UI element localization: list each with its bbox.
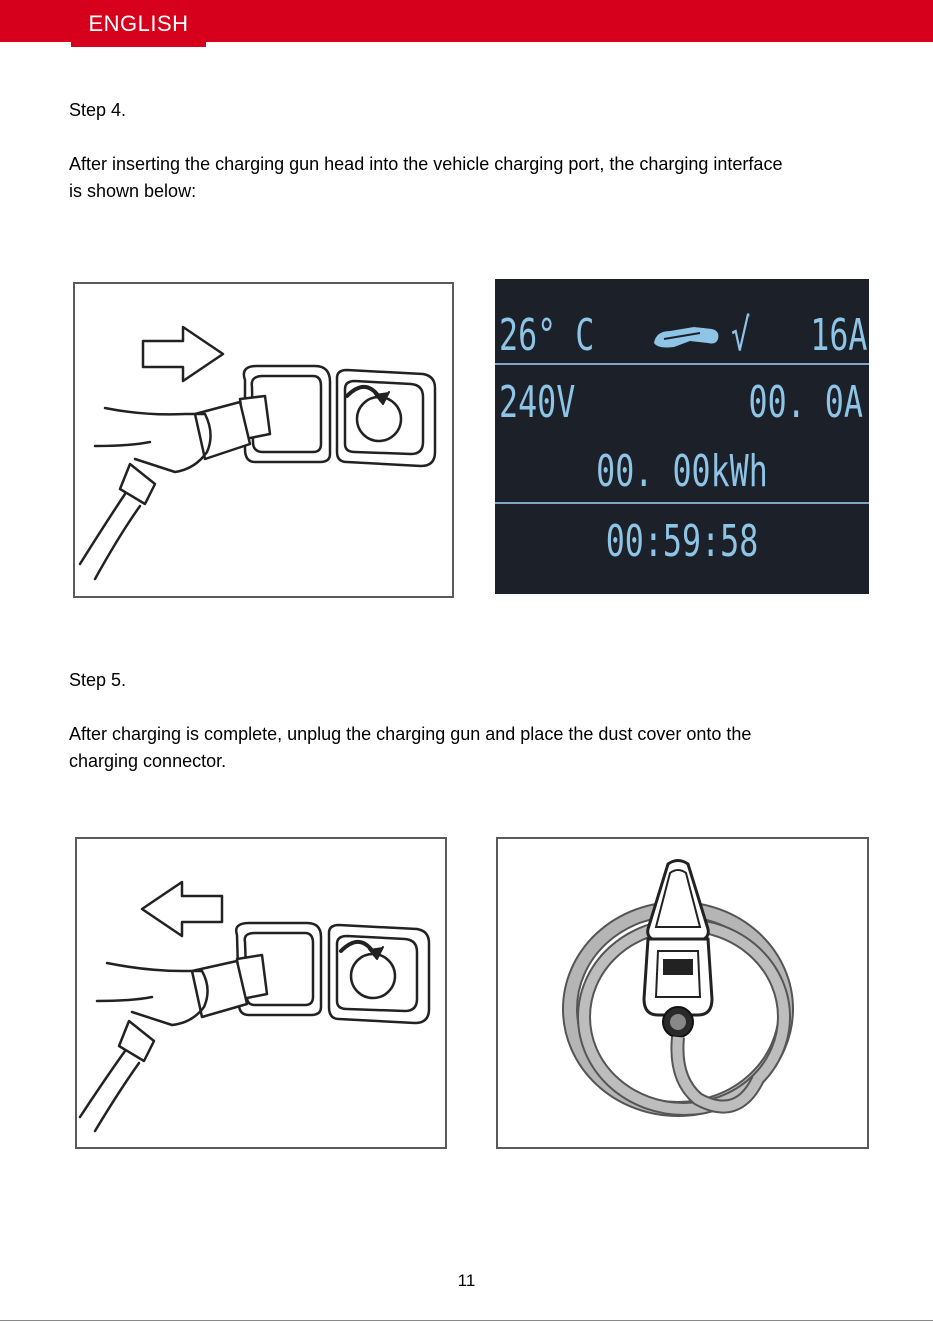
charging-display — [495, 279, 869, 594]
charging-gun-icon — [650, 319, 724, 349]
unplug-arrow-left-icon — [77, 839, 449, 1151]
page-number: 11 — [457, 1271, 476, 1290]
bottom-divider — [0, 1320, 933, 1321]
display-energy: 00. 00kWh — [596, 446, 768, 497]
display-max-current: 16A — [809, 310, 867, 361]
display-separator — [495, 363, 869, 365]
display-voltage: 240V — [499, 377, 576, 428]
step5-title: Step 5. — [69, 670, 127, 690]
step4-text-line1: After inserting the charging gun head into the vehicle charging port, the charging interface — [69, 154, 783, 174]
insert-plug-arrow-right-icon — [75, 284, 456, 600]
step4-text-line2: is shown below: — [69, 181, 197, 201]
step4-title: Step 4. — [69, 100, 127, 120]
step5-text-line1: After charging is complete, unplug the charging gun and place the dust cover onto the — [69, 724, 752, 744]
language-tab: ENGLISH — [71, 0, 206, 50]
step5-text-line2: charging connector. — [69, 751, 227, 771]
display-check: √ — [731, 310, 751, 361]
display-temperature: 26° C — [499, 310, 595, 361]
cable-storage-illustration — [496, 837, 869, 1149]
insert-plug-illustration — [73, 282, 454, 598]
display-current: 00. 0A — [748, 377, 863, 428]
display-separator — [495, 502, 869, 504]
coiled-cable-holder-icon — [498, 839, 871, 1151]
unplug-illustration — [75, 837, 447, 1149]
display-time: 00:59:58 — [605, 516, 759, 567]
